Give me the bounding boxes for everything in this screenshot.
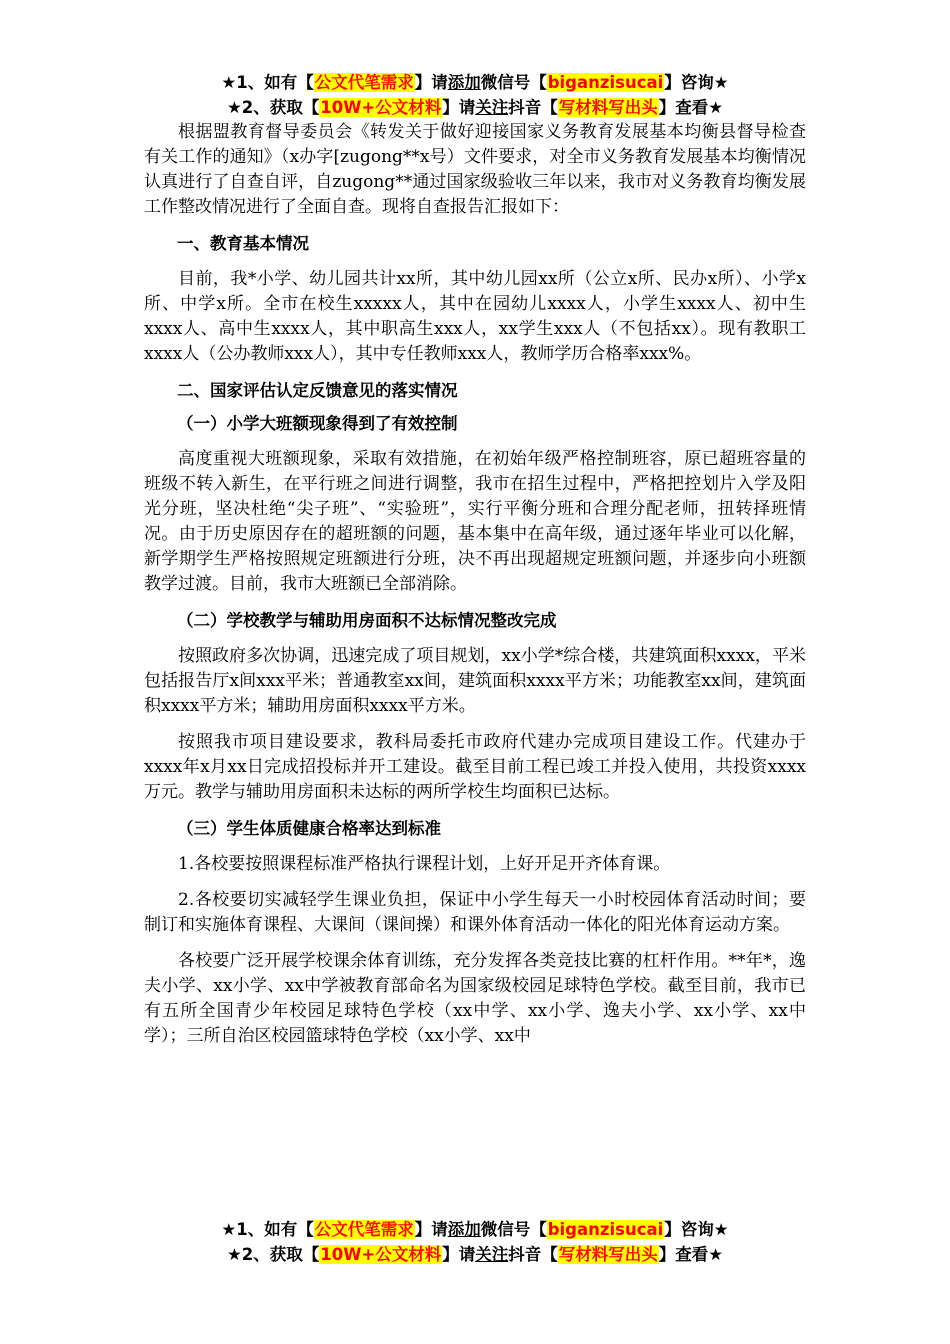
banner-text: ★2、获取【 [226, 1245, 320, 1264]
subsection-heading-2: （二）学校教学与辅助用房面积不达标情况整改完成 [177, 611, 557, 630]
banner-highlight: 公文代笔需求 [314, 1220, 414, 1239]
banner-text: 抖音【 [508, 98, 558, 117]
banner-text: 】请 [414, 1220, 448, 1239]
header-banner-line-1 [0, 70, 950, 95]
banner-highlight: 写材料写出头 [558, 1245, 658, 1264]
header-banner-line-2 [0, 95, 950, 120]
banner-text: 】咨询★ [664, 1220, 729, 1239]
banner-highlight: 10W+公文材料 [320, 1245, 442, 1264]
banner-text: 】咨询★ [664, 73, 729, 92]
banner-underline-text: 添加 [447, 73, 481, 92]
banner-text: 】请 [442, 98, 476, 117]
paragraph-building-plan: 按照政府多次协调，迅速完成了项目规划，xx小学*综合楼，共建筑面积xxxx，平米包括报告厅x间xxx平米；普通教室xx间，建筑面积xxxx平方米；功能教室xx间，建筑面积xxxx平方米；辅助用房面积xxxx平方米。 [144, 646, 806, 716]
banner-text: ★1、如有【 [221, 73, 314, 92]
banner-text: 】请 [414, 73, 448, 92]
banner-text: 】查看★ [658, 1245, 724, 1264]
banner-underline-text: 关注 [475, 98, 509, 117]
subsection-heading-1: （一）小学大班额现象得到了有效控制 [177, 414, 458, 433]
banner-highlight: 10W+公文材料 [320, 98, 442, 117]
list-item-2: 2.各校要切实减轻学生课业负担，保证中小学生每天一小时校园体育活动时间；要制订和实施体育课程、大课间（课间操）和课外体育活动一体化的阳光体育运动方案。 [144, 890, 806, 935]
banner-highlight: 写材料写出头 [558, 98, 658, 117]
banner-text: 】查看★ [658, 98, 724, 117]
footer-banner-line-2 [0, 1242, 950, 1267]
banner-text: 微信号【 [480, 1220, 547, 1239]
banner-underline-text: 添加 [447, 1220, 481, 1239]
banner-highlight: biganzisucai [547, 73, 664, 92]
banner-text: ★2、获取【 [226, 98, 320, 117]
banner-highlight: biganzisucai [547, 1220, 664, 1239]
paragraph-sports-training: 各校要广泛开展学校课余体育训练，充分发挥各类竞技比赛的杠杆作用。**年*，逸夫小学、xx小学、xx中学被教育部命名为国家级校园足球特色学校。截至目前，我市已有五所全国青少年校园足球特色学校（xx中学、xx小学、逸夫小学、xx小学、xx中学）；三所自治区校园篮球特色学校（xx小学、xx中 [144, 951, 806, 1046]
document-body [144, 120, 806, 1049]
banner-text: ★1、如有【 [221, 1220, 314, 1239]
intro-paragraph: 根据盟教育督导委员会《转发关于做好迎接国家义务教育发展基本均衡县督导检查有关工作的通知》（x办字[zugong**x号）文件要求，对全市义务教育发展基本均衡情况认真进行了自查自评，自zugong**通过国家级验收三年以来，我市对义务教育均衡发展工作整改情况进行了全面自查。现将自查报告汇报如下： [144, 122, 806, 217]
banner-text: 】请 [442, 1245, 476, 1264]
banner-text: 抖音【 [508, 1245, 558, 1264]
subsection-heading-3: （三）学生体质健康合格率达到标准 [177, 819, 441, 838]
banner-text: 微信号【 [480, 73, 547, 92]
paragraph-education-overview: 目前，我*小学、幼儿园共计xx所，其中幼儿园xx所（公立x所、民办x所）、小学x所、中学x所。全市在校生xxxxx人，其中在园幼儿xxxx人，小学生xxxx人、初中生xxxx人、高中生xxxx人，其中职高生xxx人，xx学生xxx人（不包括xx）。现有教职工xxxx人（公办教师xxx人），其中专任教师xxx人，教师学历合格率xxx%。 [144, 269, 806, 364]
paragraph-construction: 按照我市项目建设要求，教科局委托市政府代建办完成项目建设工作。代建办于xxxx年x月xx日完成招投标并开工建设。截至目前工程已竣工并投入使用，共投资xxxx万元。教学与辅助用房面积未达标的两所学校生均面积已达标。 [144, 732, 806, 802]
section-heading-2: 二、国家评估认定反馈意见的落实情况 [177, 381, 458, 400]
banner-underline-text: 关注 [475, 1245, 509, 1264]
list-item-1: 1.各校要按照课程标准严格执行课程计划，上好开足开齐体育课。 [178, 854, 671, 874]
footer-banner-line-1 [0, 1217, 950, 1242]
banner-highlight: 公文代笔需求 [314, 73, 414, 92]
paragraph-class-size: 高度重视大班额现象，采取有效措施，在初始年级严格控制班容，原已超班容量的班级不转入新生，在平行班之间进行调整，我市在招生过程中，严格把控划片入学及阳光分班，坚决杜绝“尖子班”、“实验班”，实行平衡分班和合理分配老师，扭转择班情况。由于历史原因存在的超班额的问题，基本集中在高年级，通过逐年毕业可以化解，新学期学生严格按照规定班额进行分班，决不再出现超规定班额问题，并逐步向小班额教学过渡。目前，我市大班额已全部消除。 [144, 449, 806, 594]
section-heading-1: 一、教育基本情况 [177, 234, 309, 253]
